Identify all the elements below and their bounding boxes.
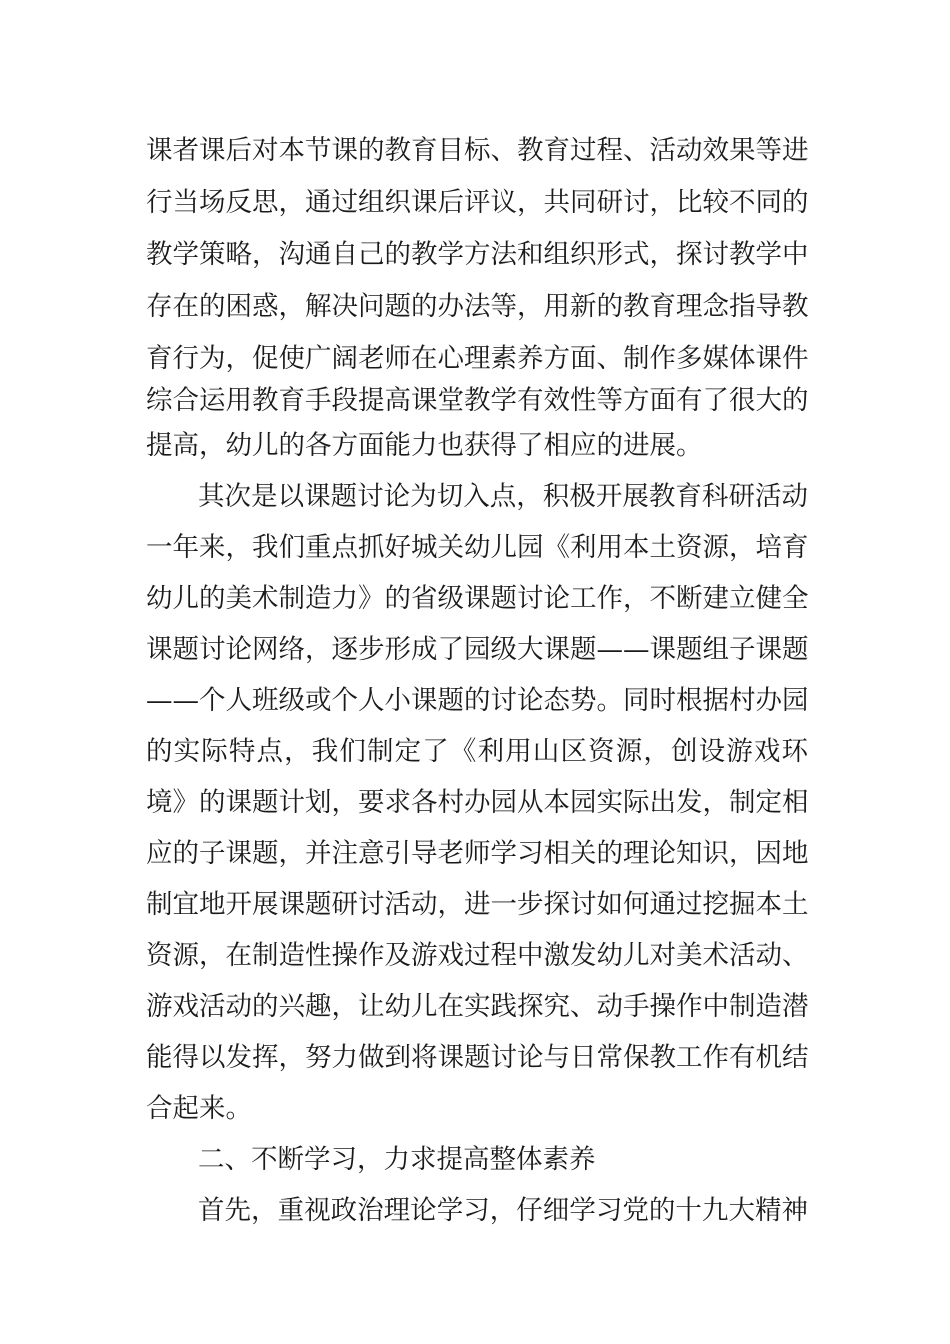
paragraph-line-5: 育行为，促使广阔老师在心理素养方面、制作多媒体课件	[146, 343, 809, 374]
paragraph-line-2: 行当场反思，通过组织课后评议，共同研讨，比较不同的	[146, 187, 809, 218]
paragraph-line-6: 综合运用教育手段提高课堂教学有效性等方面有了很大的	[146, 385, 809, 416]
paragraph-line-20: 合起来。	[146, 1093, 252, 1124]
paragraph-line-12: ——个人班级或个人小课题的讨论态势。同时根据村办园	[146, 685, 809, 716]
paragraph-line-18: 游戏活动的兴趣，让幼儿在实践探究、动手操作中制造潜	[146, 991, 809, 1022]
paragraph-line-7: 提高，幼儿的各方面能力也获得了相应的进展。	[146, 430, 703, 461]
paragraph-line-13: 的实际特点，我们制定了《利用山区资源，创设游戏环	[146, 736, 808, 767]
paragraph-line-10: 幼儿的美术制造力》的省级课题讨论工作，不断建立健全	[146, 583, 809, 614]
paragraph-line-3: 教学策略，沟通自己的教学方法和组织形式，探讨教学中	[146, 239, 809, 270]
paragraph-line-22: 首先，重视政治理论学习，仔细学习党的十九大精神	[198, 1195, 808, 1226]
paragraph-line-17: 资源，在制造性操作及游戏过程中激发幼儿对美术活动、	[146, 940, 809, 971]
paragraph-line-19: 能得以发挥，努力做到将课题讨论与日常保教工作有机结	[146, 1042, 809, 1073]
paragraph-line-8: 其次是以课题讨论为切入点，积极开展教育科研活动	[198, 481, 808, 512]
paragraph-line-14: 境》的课题计划，要求各村办园从本园实际出发，制定相	[146, 787, 809, 818]
paragraph-line-4: 存在的困惑，解决问题的办法等，用新的教育理念指导教	[146, 291, 809, 322]
paragraph-line-1: 课者课后对本节课的教育目标、教育过程、活动效果等进	[146, 135, 809, 166]
section-heading: 二、不断学习，力求提高整体素养	[198, 1144, 596, 1175]
paragraph-line-9: 一年来，我们重点抓好城关幼儿园《利用本土资源，培育	[146, 532, 809, 563]
paragraph-line-15: 应的子课题，并注意引导老师学习相关的理论知识，因地	[146, 838, 809, 869]
paragraph-line-16: 制宜地开展课题研讨活动，进一步探讨如何通过挖掘本土	[146, 889, 809, 920]
paragraph-line-11: 课题讨论网络，逐步形成了园级大课题——课题组子课题	[146, 634, 809, 665]
